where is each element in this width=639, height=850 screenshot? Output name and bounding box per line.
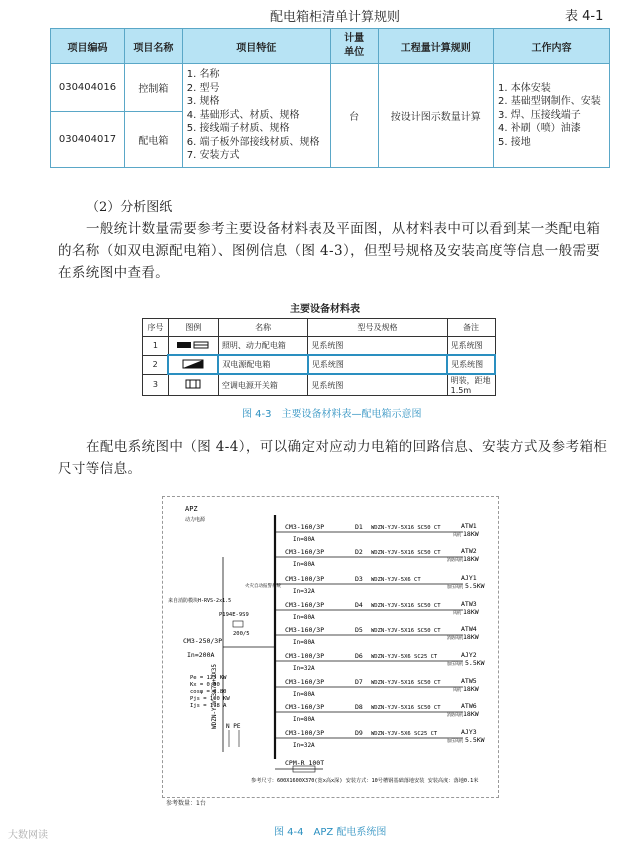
main-in: In=200A: [187, 651, 215, 659]
circuit-load: 18KW: [463, 633, 479, 641]
circuit-dest-desc: 风机: [453, 687, 461, 692]
circuit-load: 5.5KW: [465, 659, 485, 667]
circuit-breaker: CM3-160/3P: [285, 601, 325, 609]
circuit-id: D6: [355, 652, 363, 660]
circuit-row: [275, 702, 479, 723]
circuit-breaker: CM3-160/3P: [285, 523, 325, 531]
work-item: 3. 焊、压接线端子: [497, 109, 581, 121]
circuit-row: [275, 625, 479, 646]
rule-cell: 按设计图示数量计算: [378, 64, 493, 168]
row-code: 030404017: [51, 112, 125, 168]
m-name: 空调电源开关箱: [218, 374, 308, 396]
circuit-cable: WDZN-YJV-5X16 SC50 CT: [371, 603, 441, 609]
circuit-id: D3: [355, 575, 363, 583]
param: Pe = 125 KW: [190, 675, 227, 681]
work-item: 4. 补刷（喷）油漆: [497, 123, 581, 135]
quantity-note: 参考数量：1台: [166, 800, 206, 807]
circuit-dest-desc: 风机: [453, 610, 461, 615]
circuit-dest: AJY3: [461, 728, 477, 736]
material-table-title: 主要设备材料表: [290, 304, 360, 315]
m-no: 2: [143, 355, 169, 374]
circuit-id: D4: [355, 601, 363, 609]
circuit-breaker: CM3-160/3P: [285, 548, 325, 556]
circuit-dest-desc: 消防风机: [447, 712, 463, 717]
box-name: APZ: [185, 505, 198, 513]
relay: P194E-9S9: [219, 612, 249, 618]
material-table: [142, 318, 496, 396]
circuit-id: D5: [355, 626, 363, 634]
circuit-id: D9: [355, 729, 363, 737]
panel-legend-icon: [168, 337, 218, 356]
circuit-cable: WDZN-YJV-5X16 SC50 CT: [371, 680, 441, 686]
feature-item: 6. 端子板外部接线材质、规格: [186, 136, 320, 148]
circuit-row: [275, 522, 479, 543]
circuit-dest: ATW3: [461, 600, 477, 608]
header-unit: 计量 单位: [330, 29, 378, 64]
circuit-cable: WDZN-YJV-5X6 SC25 CT: [371, 654, 438, 660]
m-spec: 见系统图: [308, 374, 447, 396]
table-number: 表 4-1: [565, 9, 604, 24]
m-no: 3: [143, 374, 169, 396]
circuit-dest: ATW2: [461, 547, 477, 555]
circuit-load: 5.5KW: [465, 736, 485, 744]
circuit-row: [275, 728, 485, 749]
feature-item: 1. 名称: [186, 69, 220, 81]
circuit-id: D7: [355, 678, 363, 686]
circuit-breaker: CM3-100/3P: [285, 729, 325, 737]
param: Kx = 0.80: [190, 682, 220, 688]
circuit-id: D2: [355, 548, 363, 556]
circuit-dest: AJY2: [461, 651, 477, 659]
work-cell: [493, 64, 609, 168]
m-name: 双电源配电箱: [218, 355, 308, 374]
circuit-breaker: CM3-160/3P: [285, 703, 325, 711]
features-cell: [182, 64, 330, 168]
material-row: [143, 337, 496, 356]
circuit-dest-desc: 加压风机: [447, 738, 463, 743]
table-header-row: [51, 29, 610, 64]
fire-link: 来自消防模块H-RVS-2x1.5: [168, 598, 232, 604]
circuit-row: [275, 651, 485, 672]
row-name: 控制箱: [124, 64, 182, 112]
circuit-cable: WDZN-YJV-5X16 SC50 CT: [371, 525, 441, 531]
circuit-dest-desc: 风机: [453, 532, 461, 537]
work-item: 1. 本体安装: [497, 82, 551, 94]
circuit-load: 18KW: [463, 555, 479, 563]
table-row: [51, 64, 610, 112]
circuit-in: In=32A: [293, 742, 315, 749]
m-note: 见系统图: [447, 337, 495, 356]
circuit-in: In=80A: [293, 639, 315, 646]
header-code: 项目编码: [51, 29, 125, 64]
m-note: 明装，距地1.5m: [447, 374, 495, 396]
box-desc: 动力电源: [185, 517, 206, 523]
param: Ijs = 178 A: [190, 703, 227, 709]
ct: 200/5: [233, 631, 250, 637]
table-title: 配电箱柜清单计算规则: [270, 10, 401, 25]
circuit-dest: ATW4: [461, 625, 477, 633]
circuit-dest-desc: 加压风机: [447, 661, 463, 666]
mh-no: 序号: [143, 319, 169, 337]
header-work: 工作内容: [493, 29, 609, 64]
feature-item: 5. 接线端子材质、规格: [186, 123, 290, 135]
main-breaker: CM3-250/3P: [183, 637, 223, 645]
circuit-id: D1: [355, 523, 363, 531]
m-no: 1: [143, 337, 169, 356]
incoming-cable: WDZN-YJV-3X70+2X35: [211, 663, 218, 729]
feature-item: 7. 安装方式: [186, 150, 240, 162]
material-row: [143, 374, 496, 396]
circuit-cable: WDZN-YJV-5X16 SC50 CT: [371, 628, 441, 634]
mh-legend: 图例: [168, 319, 218, 337]
circuit-dest-desc: 消防风机: [447, 635, 463, 640]
unit-cell: 台: [330, 64, 378, 168]
circuit-breaker: CM3-160/3P: [285, 678, 325, 686]
circuit-dest: ATW1: [461, 522, 477, 530]
feature-item: 4. 基础形式、材质、规格: [186, 109, 300, 121]
circuit-in: In=80A: [293, 716, 315, 723]
row-code: 030404016: [51, 64, 125, 112]
diagram-footer: 参考尺寸：600X1600X370(宽x高x深) 安装方式：10号槽钢基础落地安装 安装高度：落地0.1米: [251, 778, 479, 784]
figure-caption-4-3: 图 4-3 主要设备材料表—配电箱示意图: [242, 409, 422, 420]
circuit-row: [275, 547, 479, 568]
circuit-cable: WDZN-YJV-5X6 SC25 CT: [371, 731, 438, 737]
paragraph-2: 在配电系统图中（图 4-4），可以确定对应动力电箱的回路信息、安装方式及参考箱柜尺寸等信息。: [58, 439, 608, 477]
fire-label: 火灾自动报警系统: [245, 584, 281, 589]
circuit-dest-desc: 消防风机: [447, 557, 463, 562]
circuit-load: 18KW: [463, 710, 479, 718]
work-item: 2. 基础型钢制作、安装: [497, 96, 601, 108]
circuit-dest: ATW6: [461, 702, 477, 710]
material-header-row: [143, 319, 496, 337]
mh-name: 名称: [218, 319, 308, 337]
circuit-load: 18KW: [463, 685, 479, 693]
dual-power-legend-icon: [168, 355, 218, 374]
circuit-breaker: CM3-160/3P: [285, 626, 325, 634]
feature-item: 2. 型号: [186, 82, 220, 94]
mh-note: 备注: [447, 319, 495, 337]
np-label: N PE: [226, 723, 241, 730]
circuit-in: In=80A: [293, 691, 315, 698]
circuit-in: In=32A: [293, 588, 315, 595]
figure-caption-4-4: 图 4-4 APZ 配电系统图: [274, 827, 387, 838]
circuit-dest: ATW5: [461, 677, 477, 685]
watermark: 大数网读: [8, 830, 48, 841]
diagram-svg: [163, 497, 498, 797]
circuit-cable: WDZN-YJV-5X6 CT: [371, 577, 421, 583]
param: Pjs = 100 KW: [190, 696, 230, 702]
material-row: [143, 355, 496, 374]
circuit-dest-desc: 加压风机: [447, 584, 463, 589]
circuit-load: 18KW: [463, 530, 479, 538]
circuit-load: 18KW: [463, 608, 479, 616]
work-item: 5. 接地: [497, 136, 531, 148]
header-name: 项目名称: [124, 29, 182, 64]
feature-item: 3. 规格: [186, 96, 220, 108]
m-name: 照明、动力配电箱: [218, 337, 308, 356]
circuit-load: 5.5KW: [465, 582, 485, 590]
circuit-cable: WDZN-YJV-5X16 SC50 CT: [371, 550, 441, 556]
m-note: 见系统图: [447, 355, 495, 374]
spd-label: CPM-R 100T: [285, 759, 325, 767]
param: cosφ = 0.80: [190, 689, 227, 695]
circuit-id: D8: [355, 703, 363, 711]
circuit-in: In=80A: [293, 536, 315, 543]
circuit-in: In=32A: [293, 665, 315, 672]
m-spec: 见系统图: [308, 355, 447, 374]
circuit-dest: AJY1: [461, 574, 477, 582]
row-name: 配电箱: [124, 112, 182, 168]
distribution-diagram: [162, 496, 499, 798]
circuit-in: In=80A: [293, 561, 315, 568]
header-features: 项目特征: [182, 29, 330, 64]
circuit-row: [275, 677, 479, 698]
ac-switch-legend-icon: [168, 374, 218, 396]
circuit-row: [275, 574, 485, 595]
mh-spec: 型号及规格: [308, 319, 447, 337]
section-heading: （2）分析图纸: [86, 200, 173, 215]
header-rule: 工程量计算规则: [378, 29, 493, 64]
paragraph-1: 一般统计数量需要参考主要设备材料表及平面图，从材料表中可以看到某一类配电箱的名称（如双电源配电箱）、图例信息（图 4-3），但型号规格及安装高度等信息一般需要在系统图中查看。: [58, 221, 601, 281]
circuit-breaker: CM3-100/3P: [285, 652, 325, 660]
rules-table: [50, 28, 610, 168]
circuit-in: In=80A: [293, 614, 315, 621]
circuit-breaker: CM3-100/3P: [285, 575, 325, 583]
m-spec: 见系统图: [308, 337, 447, 356]
circuit-cable: WDZN-YJV-5X16 SC50 CT: [371, 705, 441, 711]
circuit-row: [275, 600, 479, 621]
